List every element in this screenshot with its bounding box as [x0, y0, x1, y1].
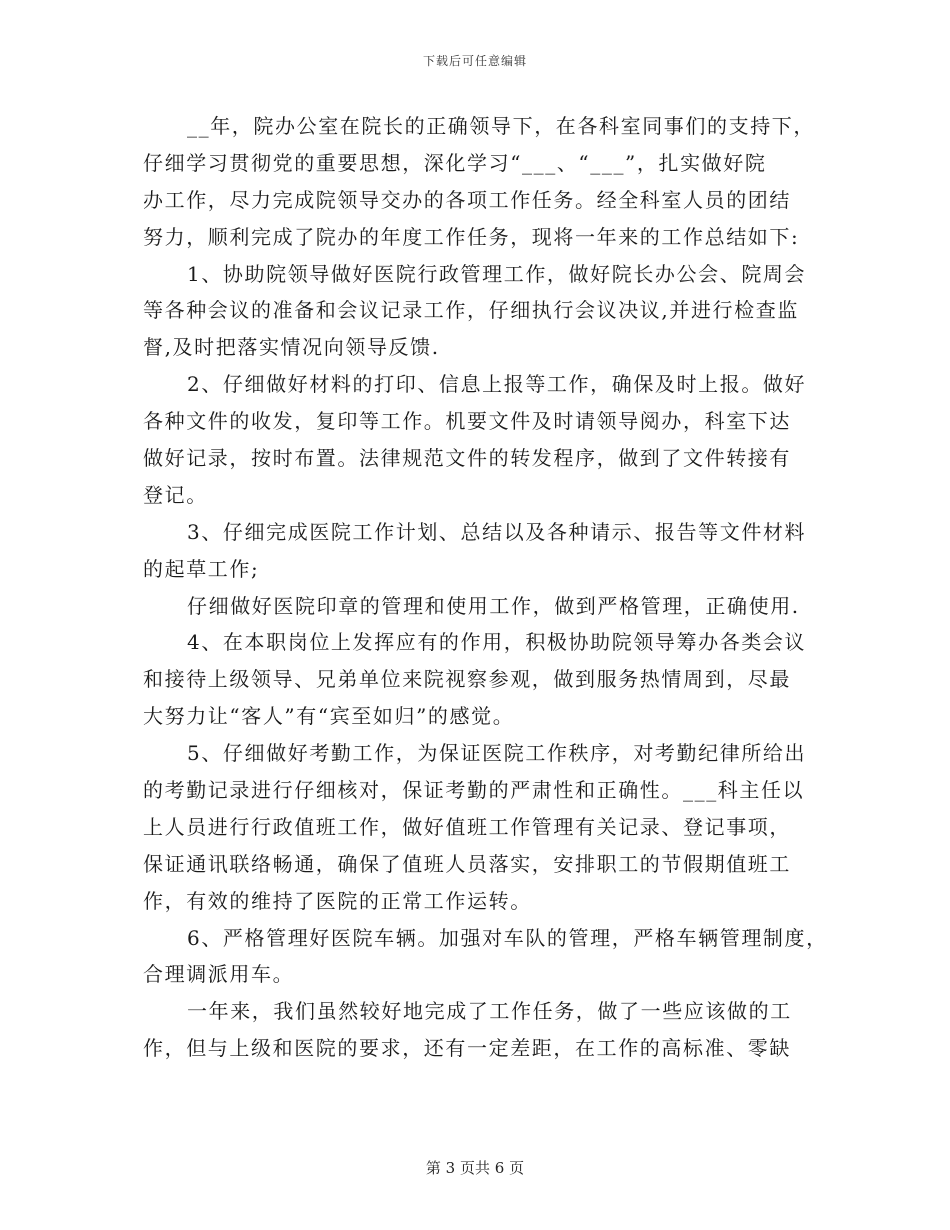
text-line: 的考勤记录进行仔细核对，保证考勤的严肃性和正确性。___科主任以: [143, 778, 805, 803]
text-line: 仔细做好医院印章的管理和使用工作，做到严格管理，正确使用.: [187, 593, 800, 618]
text-line: 大努力让“客人”有“宾至如归”的感觉。: [143, 704, 515, 729]
text-line: 3、仔细完成医院工作计划、总结以及各种请示、报告等文件材料: [187, 519, 807, 544]
document-body: [143, 108, 828, 1067]
text-line: 等各种会议的准备和会议记录工作，仔细执行会议决议,并进行检查监: [143, 298, 799, 323]
text-line: 合理调派用车。: [143, 962, 295, 987]
text-line: 一年来，我们虽然较好地完成了工作任务，做了一些应该做的工: [187, 999, 792, 1024]
text-line: 仔细学习贯彻党的重要思想，深化学习“___、“___”，扎实做好院: [143, 150, 767, 175]
text-line: 6、严格管理好医院车辆。加强对车队的管理，严格车辆管理制度，: [187, 925, 828, 950]
text-line: 保证通讯联络畅通，确保了值班人员落实，安排职工的节假期值班工: [143, 851, 791, 876]
text-line: 1、协助院领导做好医院行政管理工作，做好院长办公会、院周会: [187, 261, 807, 286]
text-line: 各种文件的收发，复印等工作。机要文件及时请领导阅办，科室下达: [143, 409, 791, 434]
text-line: 和接待上级领导、兄弟单位来院视察参观，做到服务热情周到，尽最: [143, 667, 791, 692]
text-line: 办工作，尽力完成院领导交办的各项工作任务。经全科室人员的团结: [143, 187, 791, 212]
text-line: 登记。: [143, 482, 208, 507]
text-line: 上人员进行行政值班工作，做好值班工作管理有关记录、登记事项，: [143, 814, 791, 839]
text-line: __年，院办公室在院长的正确领导下，在各科室同事们的支持下，: [187, 114, 815, 138]
text-line: 4、在本职岗位上发挥应有的作用，积极协助院领导筹办各类会议: [187, 630, 807, 655]
text-line: 做好记录，按时布置。法律规范文件的转发程序，做到了文件转接有: [143, 446, 791, 471]
text-line: 作，有效的维持了医院的正常工作运转。: [143, 888, 532, 913]
page-number: 第 3 页共 6 页: [425, 1159, 525, 1177]
text-line: 努力，顺利完成了院办的年度工作任务，现将一年来的工作总结如下:: [143, 224, 800, 249]
page-header: 下载后可任意编辑: [422, 54, 527, 68]
text-line: 作，但与上级和医院的要求，还有一定差距，在工作的高标准、零缺: [143, 1036, 791, 1061]
text-line: 5、仔细做好考勤工作，为保证医院工作秩序，对考勤纪律所给出: [187, 741, 807, 766]
text-line: 2、仔细做好材料的打印、信息上报等工作，确保及时上报。做好: [187, 372, 807, 397]
text-line: 督,及时把落实情况向领导反馈.: [143, 335, 440, 360]
text-line: 的起草工作;: [143, 556, 260, 581]
